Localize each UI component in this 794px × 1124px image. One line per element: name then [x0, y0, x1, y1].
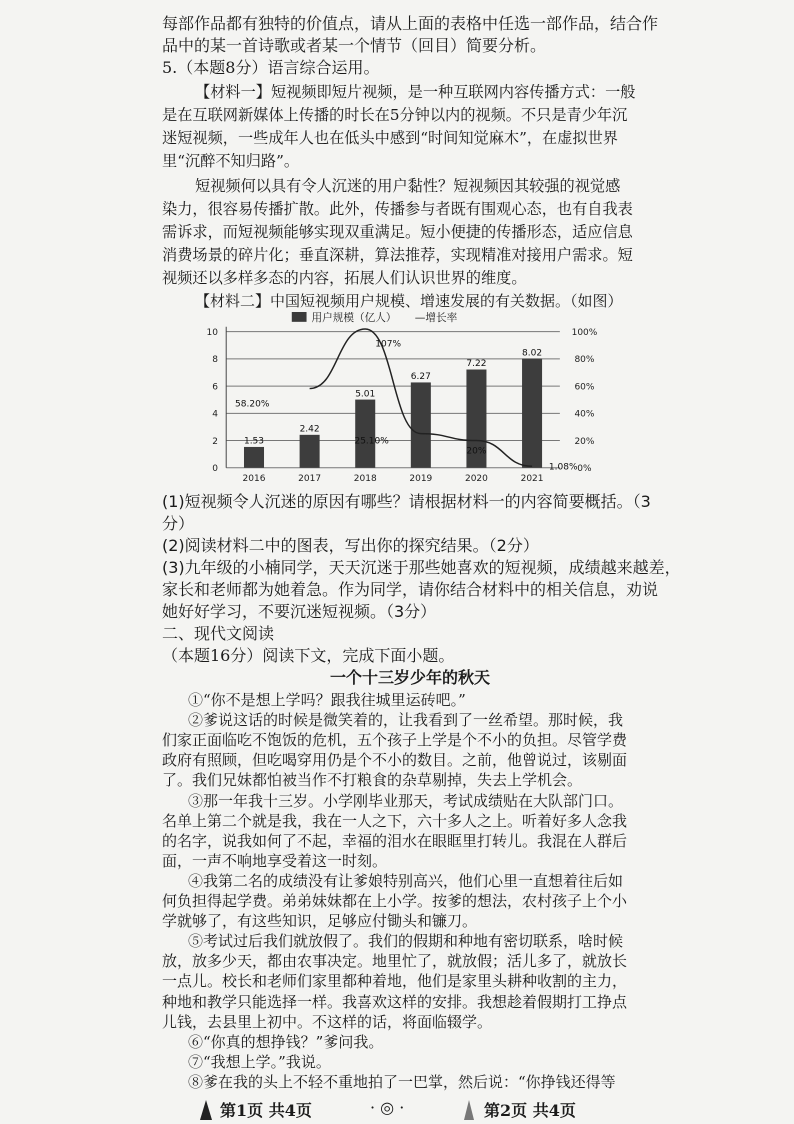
question-2: (2)阅读材料二中的图表，写出你的探究结果。（2分）: [162, 536, 539, 555]
bar-value-label: 8.02: [522, 348, 543, 359]
bar: [300, 435, 320, 468]
y-left-tick-label: 2: [212, 436, 218, 447]
text-line: 品中的某一首诗歌或者某一个情节（回目）简要分析。: [162, 36, 547, 55]
text-line: 【材料一】短视频即短片视频，是一种互联网内容传播方式：一般: [195, 83, 636, 101]
page-marker-icon: [464, 1100, 474, 1120]
essay-line: 了。我们兄妹都怕被当作不打粮食的杂草剔掉，失去上学机会。: [162, 771, 583, 789]
section-heading: 二、现代文阅读: [162, 624, 275, 643]
y-right-tick-label: 20%: [574, 436, 595, 447]
growth-rate-label: 25.10%: [354, 436, 389, 447]
essay-line: 学就够了，有这些知识，足够应付锄头和镰刀。: [162, 912, 478, 930]
x-tick-label: 2018: [353, 473, 377, 484]
text-line: 里“沉醉不知归路”。: [162, 152, 300, 170]
essay-line: 儿钱，去县里上初中。不这样的话，将面临辍学。: [162, 1013, 493, 1031]
growth-rate-label: 20%: [466, 446, 487, 457]
essay-title: 一个十三岁少年的秋天: [330, 668, 491, 687]
essay-line: 放，放多少天，都由农事决定。地里忙了，就放假；活儿多了，就放长: [162, 952, 628, 970]
y-left-tick-label: 4: [212, 409, 218, 420]
reading-instruction: （本题16分）阅读下文，完成下面小题。: [162, 646, 455, 665]
bar-value-label: 6.27: [410, 372, 431, 383]
x-tick-label: 2020: [464, 473, 488, 484]
y-left-tick-label: 6: [212, 382, 218, 393]
essay-line: 一点儿。校长和老师们家里都种着地，他们是家里头耕种收割的主力，: [162, 972, 628, 990]
x-tick-label: 2016: [242, 473, 266, 484]
essay-line: ③那一年我十三岁。小学刚毕业那天，考试成绩贴在大队部门口。: [188, 792, 624, 810]
y-right-tick-label: 40%: [574, 409, 595, 420]
question-1: (1)短视频令人沉迷的原因有哪些？请根据材料一的内容简要概括。（3: [162, 492, 651, 511]
legend-bar-swatch: [292, 312, 307, 322]
bar-value-label: 7.22: [466, 359, 487, 370]
essay-line: ⑥“你真的想挣钱？”爹问我。: [188, 1033, 384, 1051]
text-line: 迷短视频，一些成年人也在低头中感到“时间知觉麻木”，在虚拟世界: [162, 129, 618, 147]
footer-page-right: 第2页 共4页: [484, 1101, 576, 1120]
y-left-tick-label: 8: [212, 355, 218, 366]
bar: [244, 447, 264, 468]
essay-line: 名单上第二个就是我，我在一人之下，六十多人之上。听着好多人念我: [162, 812, 628, 830]
essay-line: ②爹说这话的时候是微笑着的，让我看到了一丝希望。那时候，我: [188, 711, 624, 729]
x-tick-label: 2019: [409, 473, 433, 484]
y-right-tick-label: 80%: [574, 355, 595, 366]
essay-line: ⑦“我想上学。”我说。: [188, 1053, 331, 1071]
text-line: 是在互联网新媒体上传播的时长在5分钟以内的视频。不只是青少年沉: [162, 106, 628, 124]
y-left-tick-label: 10: [206, 327, 218, 338]
question-3: (3)九年级的小楠同学，天天沉迷于那些她喜欢的短视频，成绩越来越差，: [162, 558, 681, 577]
y-right-tick-label: 60%: [574, 382, 595, 393]
y-right-tick-label: 100%: [571, 327, 598, 338]
bar-value-label: 2.42: [299, 424, 320, 435]
legend-bar-label: 用户规模（亿人）: [311, 312, 397, 325]
essay-line: ⑧爹在我的头上不轻不重地拍了一巴掌，然后说：“你挣钱还得等: [188, 1073, 616, 1091]
question-5-heading: 5.（本题8分）语言综合运用。: [162, 58, 380, 77]
user-scale-chart: [150, 312, 650, 494]
text-line: 短视频何以具有令人沉迷的用户黏性？短视频因其较强的视觉感: [195, 177, 621, 195]
text-line: 【材料二】中国短视频用户规模、增速发展的有关数据。（如图）: [195, 292, 623, 310]
footer-page-left: 第1页 共4页: [220, 1101, 312, 1120]
text-line: 需诉求，而短视频能够实现双重满足。短小便捷的传播形态，适应信息: [162, 223, 633, 241]
footer-center-mark: · ◎ ·: [370, 1098, 405, 1117]
bar-value-label: 5.01: [355, 389, 376, 400]
bar-value-label: 1.53: [243, 436, 265, 447]
essay-line: 政府有照顾，但吃喝穿用仍是个不小的数目。之前，他曾说过，该剔面: [162, 751, 628, 769]
text-line: 染力，很容易传播扩散。此外，传播参与者既有围观心态，也有自我表: [162, 200, 633, 218]
y-right-tick-label: 0%: [577, 464, 592, 475]
text-line: 家长和老师都为她着急。作为同学，请你结合材料中的相关信息，劝说: [162, 580, 659, 599]
text-line: 每部作品都有独特的价值点，请从上面的表格中任选一部作品，结合作: [162, 14, 659, 33]
text-line: 消费场景的碎片化；垂直深耕，算法推荐，实现精准对接用户需求。短: [162, 246, 633, 264]
y-left-tick-label: 0: [212, 464, 218, 475]
growth-rate-label: 1.08%: [548, 462, 578, 473]
growth-rate-label: 107%: [375, 339, 402, 350]
bar: [355, 400, 375, 468]
essay-line: 种地和教学只能选择一样。我喜欢这样的安排。我想趁着假期打工挣点: [162, 993, 628, 1011]
essay-line: 们家正面临吃不饱饭的危机，五个孩子上学是个不小的负担。尽管学费: [162, 731, 628, 749]
text-line: 她好好学习，不要沉迷短视频。（3分）: [162, 602, 437, 621]
text-line: 分）: [162, 514, 195, 533]
essay-line: 的名字，说我如何了不起，幸福的泪水在眼眶里打转儿。我混在人群后: [162, 832, 628, 850]
legend-line-label: —增长率: [414, 312, 458, 325]
x-tick-label: 2017: [298, 473, 322, 484]
bar: [411, 382, 431, 467]
essay-line: 面，一声不响地享受着这一时刻。: [162, 852, 388, 870]
growth-rate-label: 58.20%: [235, 399, 270, 410]
text-line: 视频还以多样多态的内容，拓展人们认识世界的维度。: [162, 269, 527, 287]
essay-line: 何负担得起学费。弟弟妹妹都在上小学。按爹的想法，农村孩子上个小: [162, 892, 628, 910]
bar: [522, 359, 542, 468]
essay-line: ①“你不是想上学吗？跟我往城里运砖吧。”: [188, 691, 466, 709]
x-tick-label: 2021: [520, 473, 544, 484]
essay-line: ④我第二名的成绩没有让爹娘特别高兴，他们心里一直想着往后如: [188, 872, 624, 890]
page-marker-icon: [200, 1100, 212, 1120]
essay-line: ⑤考试过后我们就放假了。我们的假期和种地有密切联系，啥时候: [188, 932, 624, 950]
